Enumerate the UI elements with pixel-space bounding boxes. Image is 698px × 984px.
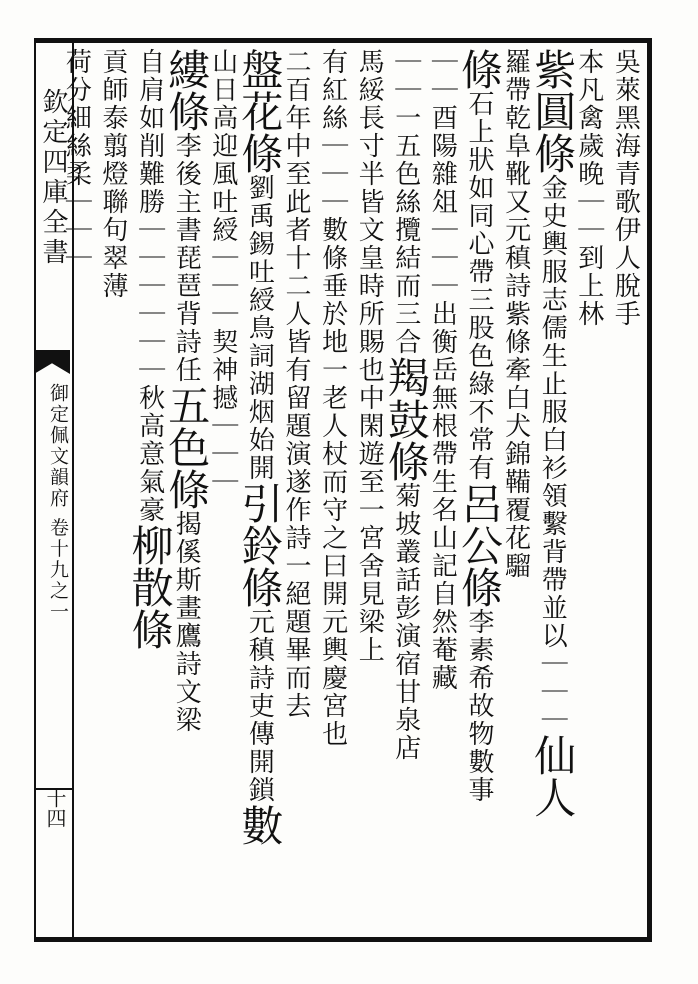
headword: 條	[235, 566, 285, 608]
headword: 花	[235, 90, 285, 132]
headword: 紫	[528, 48, 578, 90]
headword: 五	[162, 384, 212, 426]
entry-text: 劉禹錫吐綬鳥詞湖烟始開	[244, 174, 275, 482]
entry-text: 石上狀如同心帶三股色綠不常有	[464, 90, 494, 482]
entry-text: 李後主書琵琶背詩任	[171, 132, 202, 384]
headword: 條	[528, 132, 578, 174]
entry-text: 元稹詩吏傳開鎖	[244, 608, 275, 804]
entry-text: 揭傒斯畫鷹詩文梁	[171, 510, 202, 734]
headword: 條	[455, 48, 504, 90]
headword: 鼓	[381, 398, 431, 440]
entry-text: 貢師泰翦燈聯句翠薄	[98, 48, 128, 300]
headword: 條	[455, 566, 504, 608]
headword: 鈴	[235, 524, 285, 566]
entry-text: 有紅絲｜｜｜數條垂於地一老人杖而守之曰開元輿慶宮也	[317, 48, 348, 748]
headword: 條	[162, 468, 212, 510]
fishtail-mark	[34, 350, 70, 374]
entry-text: 吳萊黑海青歌伊人脫手	[610, 48, 641, 328]
entry-text: ｜｜｜秋高意氣豪	[134, 300, 165, 524]
headword: 條	[125, 608, 175, 650]
headword: 色	[162, 426, 212, 468]
headword: 條	[381, 440, 431, 482]
entry-text: 自肩如削難勝｜｜｜	[134, 48, 165, 300]
headword: 盤	[235, 48, 285, 90]
entry-text: 菊坡叢話彭演宿甘泉店	[390, 482, 421, 762]
headword: 條	[235, 132, 285, 174]
entry-text: 羅帶乾阜靴又元稹詩紫條牽白犬錦鞴覆花騮	[500, 48, 531, 580]
entry-text: ｜｜一五色絲攬結而三合	[390, 48, 421, 356]
headword: 數	[235, 804, 285, 846]
headword: 散	[125, 566, 175, 608]
entry-text: 中閑遊至一宮舍見梁上	[354, 384, 385, 664]
entry-text: 金史輿服志儒生止服白衫領繫背帶並以｜｜｜	[537, 174, 568, 734]
headword: 羯	[381, 356, 431, 398]
entry-text: 荷分細絲柔｜｜｜	[61, 48, 92, 272]
headword: 人	[528, 776, 578, 818]
volume-label: 御定佩文韻府 卷十九之一	[47, 383, 69, 623]
entry-text: ｜｜酉陽雜俎｜｜｜出衡岳無根帶生名山記自然菴藏	[427, 48, 458, 692]
entry-text: 李素希故物數事	[464, 608, 494, 804]
headword: 公	[455, 524, 504, 566]
entry-text: 契神撼｜｜｜	[207, 328, 238, 496]
entry-text: 本凡禽歲晚｜｜到上林	[573, 48, 604, 328]
headword: 圓	[528, 90, 578, 132]
headword: 縷	[162, 48, 212, 90]
text-column	[54, 48, 98, 272]
headword: 引	[235, 482, 285, 524]
headword: 仙	[528, 734, 578, 776]
headword: 條	[162, 90, 212, 132]
entry-text: 二百年中至此者十二人皆有留題演遂作詩一絕題畢而去	[281, 48, 311, 720]
entry-text: 馬綏長寸半皆文皇時所賜也	[354, 48, 385, 384]
book-title: 欽定四庫全書	[38, 88, 68, 268]
headword: 呂	[455, 482, 504, 524]
entry-text: 山日高迎風吐綬｜｜｜	[207, 48, 238, 328]
headword: 柳	[125, 524, 175, 566]
page-number: 十四	[43, 788, 67, 828]
